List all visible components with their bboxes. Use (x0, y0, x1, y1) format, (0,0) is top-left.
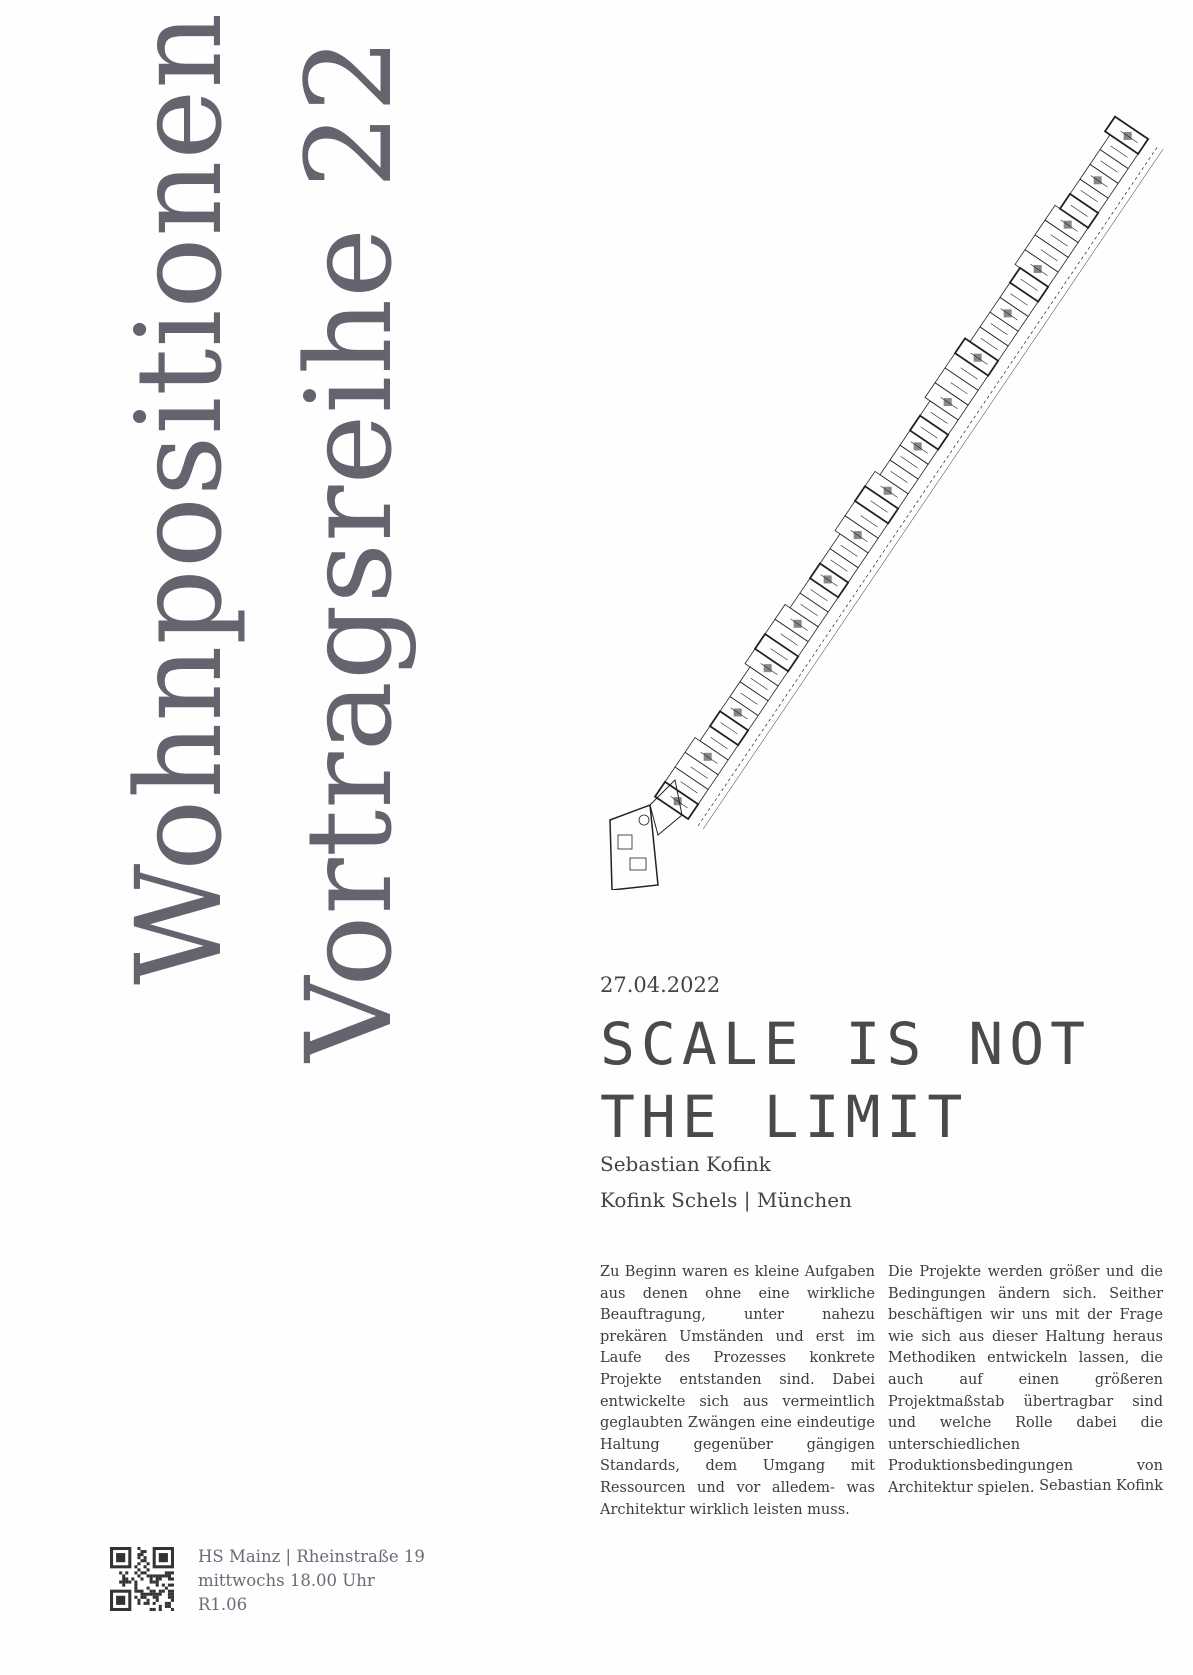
building-floor-plan-image (600, 100, 1170, 890)
venue-info (198, 1545, 425, 1617)
venue-location: HS Mainz | Rheinstraße 19 (198, 1547, 425, 1566)
abstract-column-1: Zu Beginn waren es kleine Aufgaben aus denen ohne eine wirkliche Beauftragung, unter nahezu prekären Umständen und erst im Laufe des Prozesses konkrete Projekte entstanden sind. Dabei entwickelte sich aus vermeintlich geglaubten Zwängen eine eindeutige Haltung gegenüber gängigen Standards, dem Umgang mit Ressourcen und vor alledem- was Architektur wirklich leisten muss. (600, 1264, 875, 1518)
series-title: Wohnpositionen (110, 11, 248, 985)
series-subtitle: Vortragsreihe 22 (280, 36, 418, 1062)
speaker-office: Kofink Schels | München (600, 1188, 852, 1212)
abstract-column-2: Die Projekte werden größer und die Bedingungen ändern sich. Seither beschäftigen wir uns mit der Frage wie sich aus dieser Haltung heraus Methodiken entwickeln lassen, die auch auf einen größeren Projektmaßstab übertragbar sind und welche Rolle dabei die unterschiedlichen Produktionsbedingungen von Architektur spielen. (888, 1264, 1163, 1496)
speaker-name: Sebastian Kofink (600, 1152, 771, 1176)
lecture-title: SCALE IS NOT THE LIMIT (600, 1010, 1092, 1151)
lecture-date: 27.04.2022 (600, 973, 721, 997)
abstract-signature: Sebastian Kofink (1039, 1478, 1163, 1494)
qr-code-icon[interactable] (110, 1547, 174, 1611)
venue-room: R1.06 (198, 1595, 248, 1614)
venue-time: mittwochs 18.00 Uhr (198, 1571, 375, 1590)
